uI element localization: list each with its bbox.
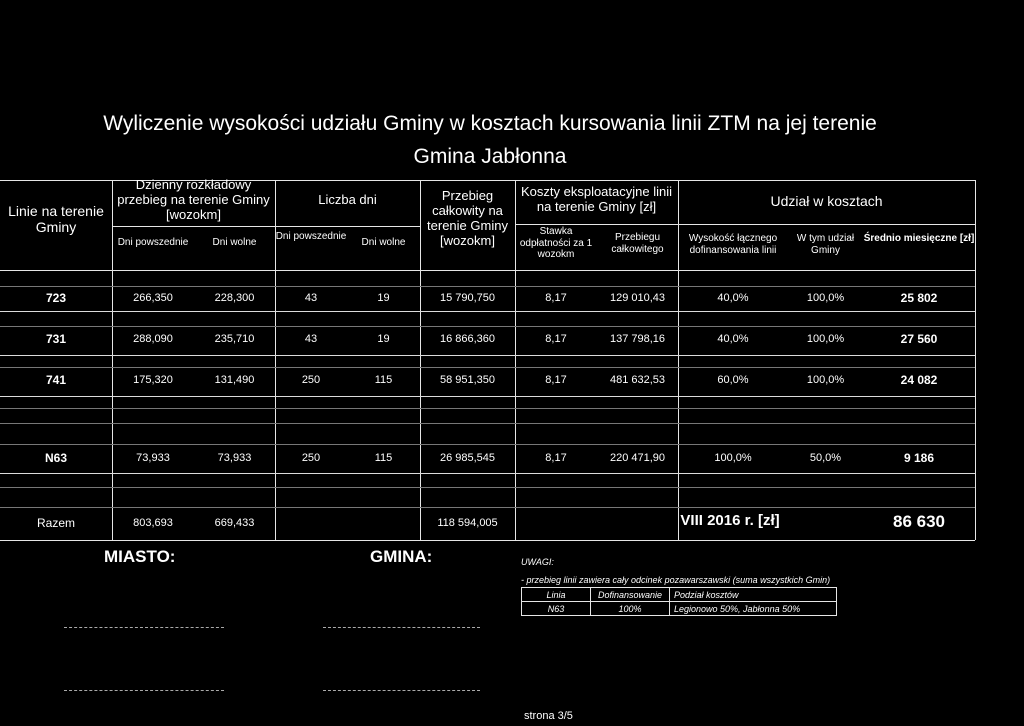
row-weekday: 266,350 xyxy=(133,292,173,304)
header-weekend: Dni wolne xyxy=(212,237,257,248)
notes-cell: 100% xyxy=(591,602,670,616)
row-line xyxy=(0,423,975,424)
row-monthly: 24 082 xyxy=(900,373,938,387)
notes-title: UWAGI: xyxy=(521,557,554,567)
row-total-mileage: 15 790,750 xyxy=(439,292,496,304)
notes-header-cell: Podział kosztów xyxy=(670,588,837,602)
header-municipal-share: W tym udział Gminy xyxy=(796,233,855,256)
row-cofund: 60,0% xyxy=(717,374,749,386)
subheader-line xyxy=(515,224,678,225)
row-weekday: 73,933 xyxy=(136,452,170,464)
row-cost: 481 632,53 xyxy=(609,374,666,386)
header-monthly-avg: Średnio miesięczne [zł] xyxy=(863,233,975,244)
row-line xyxy=(0,487,975,488)
notes-cell: Legionowo 50%, Jabłonna 50% xyxy=(670,602,837,616)
totals-weekday: 803,693 xyxy=(133,517,173,529)
notes-header-cell: Linia xyxy=(522,588,591,602)
signature-line xyxy=(64,627,224,629)
page-subtitle: Gmina Jabłonna xyxy=(413,145,567,168)
row-cofund: 100,0% xyxy=(714,452,752,464)
header-lines: Linie na terenie Gminy xyxy=(8,203,104,236)
row-cofund: 40,0% xyxy=(717,333,749,345)
signature-line xyxy=(64,690,224,692)
header-total-mileage: Przebieg całkowity na terenie Gminy [wozokm] xyxy=(427,188,508,248)
row-rate: 8,17 xyxy=(545,292,567,304)
row-line xyxy=(0,286,975,287)
notes-cell: N63 xyxy=(522,602,591,616)
row-line xyxy=(0,311,975,312)
row-line xyxy=(0,473,975,474)
row-share: 50,0% xyxy=(809,452,842,464)
notes-header-cell: Dofinansowanie xyxy=(591,588,670,602)
row-line xyxy=(0,326,975,327)
header-bottom-border xyxy=(0,270,975,271)
col-divider xyxy=(420,180,421,540)
notes-table xyxy=(521,587,837,616)
col-divider xyxy=(112,180,113,540)
totals-weekend: 669,433 xyxy=(214,517,255,529)
header-daily-mileage: Dzienny rozkładowy przebieg na terenie Gminy [wozokm] xyxy=(117,177,270,222)
header-weekday: Dni powszednie xyxy=(117,237,189,248)
row-weekday-count: 250 xyxy=(301,452,321,464)
row-rate: 8,17 xyxy=(545,333,567,345)
row-weekend-count: 115 xyxy=(374,374,393,386)
notes-text: - przebieg linii zawiera cały odcinek pozawarszawski (suma wszystkich Gmin) xyxy=(521,575,831,585)
row-weekday: 288,090 xyxy=(133,333,173,345)
row-weekend: 228,300 xyxy=(214,292,255,304)
row-weekday: 175,320 xyxy=(133,374,173,386)
totals-label: Razem xyxy=(36,516,75,530)
row-share: 100,0% xyxy=(806,292,845,304)
row-cofund: 40,0% xyxy=(717,292,749,304)
page-number: strona 3/5 xyxy=(524,710,573,722)
row-weekday-count: 43 xyxy=(304,333,318,345)
row-monthly: 25 802 xyxy=(900,291,938,305)
row-total-mileage: 16 866,360 xyxy=(439,333,496,345)
totals-period: VIII 2016 r. [zł] xyxy=(680,512,780,529)
page-title: Wyliczenie wysokości udziału Gminy w kosztach kursowania linii ZTM na jej terenie xyxy=(103,112,877,135)
header-run-cost: Przebiegu całkowitego xyxy=(611,232,664,255)
row-line-number: 731 xyxy=(45,332,67,346)
row-line xyxy=(0,367,975,368)
city-signature-label: MIASTO: xyxy=(104,547,176,566)
header-share: Udział w kosztach xyxy=(770,193,883,209)
header-rate: Stawka odpłatności za 1 wozokm xyxy=(519,226,593,260)
row-line xyxy=(0,507,975,508)
row-weekend-count: 115 xyxy=(374,452,393,464)
row-line xyxy=(0,408,975,409)
notes-table-header-row xyxy=(522,588,837,602)
row-line-number: 723 xyxy=(45,291,67,305)
row-rate: 8,17 xyxy=(545,452,567,464)
subheader-line xyxy=(275,226,420,227)
row-line xyxy=(0,396,975,397)
totals-monthly: 86 630 xyxy=(893,512,945,531)
row-weekday-count: 43 xyxy=(304,292,318,304)
subheader-line xyxy=(678,224,975,225)
row-cost: 137 798,16 xyxy=(609,333,666,345)
signature-line xyxy=(323,690,480,692)
totals-mileage: 118 594,005 xyxy=(437,517,498,529)
row-total-mileage: 58 951,350 xyxy=(439,374,496,386)
row-weekend: 235,710 xyxy=(214,333,255,345)
row-weekend-count: 19 xyxy=(377,292,390,304)
table-bottom-border xyxy=(0,540,975,541)
row-line xyxy=(0,444,975,445)
row-weekend-count: 19 xyxy=(377,333,390,345)
row-cost: 220 471,90 xyxy=(609,452,666,464)
row-weekday-count: 250 xyxy=(301,374,321,386)
col-divider xyxy=(975,180,976,540)
row-total-mileage: 26 985,545 xyxy=(439,452,496,464)
row-cost: 129 010,43 xyxy=(609,292,666,304)
row-monthly: 9 186 xyxy=(903,451,935,465)
row-line xyxy=(0,355,975,356)
header-day-count: Liczba dni xyxy=(318,192,377,207)
row-monthly: 27 560 xyxy=(900,332,938,346)
row-weekend: 73,933 xyxy=(217,452,252,464)
row-rate: 8,17 xyxy=(545,374,567,386)
row-line-number: N63 xyxy=(44,451,67,465)
subheader-line xyxy=(112,226,275,227)
row-line-number: 741 xyxy=(45,373,67,387)
header-operating-costs: Koszty eksploatacyjne linii na terenie Gminy [zł] xyxy=(520,184,673,214)
row-share: 100,0% xyxy=(806,374,845,386)
signature-line xyxy=(323,627,480,629)
notes-table-row xyxy=(522,602,837,616)
header-total-cofund: Wysokość łącznego dofinansowania linii xyxy=(688,233,778,256)
row-weekend: 131,490 xyxy=(214,374,255,386)
municipality-signature-label: GMINA: xyxy=(370,547,433,566)
row-share: 100,0% xyxy=(806,333,845,345)
header-weekend-count: Dni wolne xyxy=(361,237,406,248)
header-weekday-count: Dni powszednie xyxy=(275,231,347,242)
